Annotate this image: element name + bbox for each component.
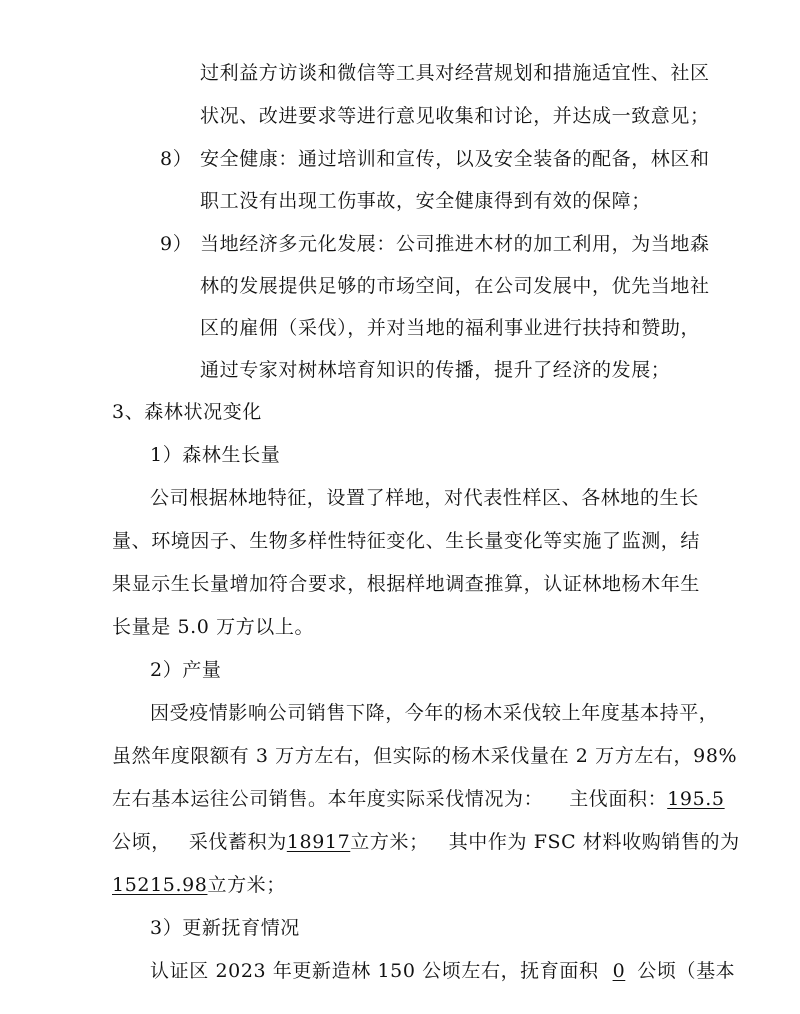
sub2-line-5: [112, 873, 286, 897]
item8-line-2: 职工没有出现工伤事故，安全健康得到有效的保障；: [200, 190, 651, 212]
sub1-line-2: 量、环境因子、生物多样性特征变化、生长量变化等实施了监测，结: [112, 530, 701, 552]
volume-unit: 立方米；: [350, 831, 429, 853]
sub1-line-3: 果显示生长量增加符合要求，根据样地调查推算，认证林地杨木年生: [112, 573, 701, 595]
fsc-volume-unit: 立方米；: [207, 874, 286, 896]
sub1-heading: 1）森林生长量: [150, 444, 281, 466]
item9-line-4: 通过专家对树林培育知识的传播，提升了经济的发展；: [200, 359, 671, 381]
item7-line-2: 状况、改进要求等进行意见收集和讨论，并达成一致意见；: [200, 105, 710, 127]
tending-area-value: [599, 960, 638, 982]
item8-line-1: 安全健康：通过培训和宣传，以及安全装备的配备，林区和: [200, 148, 710, 170]
fsc-sales-text: 其中作为 FSC 材料收购销售的为: [448, 831, 740, 853]
tending-area-number: 0: [612, 960, 626, 982]
sub3-line-1: [150, 959, 735, 983]
fsc-volume-value: 15215.98: [112, 874, 208, 896]
sub2-line-2: 虽然年度限额有 3 万方左右，但实际的杨木采伐量在 2 万方左右，98%: [112, 745, 738, 767]
item9-number: 9）: [160, 233, 193, 255]
sub2-heading: 2）产量: [150, 659, 222, 681]
section3-heading: 3、森林状况变化: [112, 401, 262, 423]
sub3-heading: 3）更新抚育情况: [150, 917, 300, 939]
item9-line-1: 当地经济多元化发展：公司推进木材的加工利用，为当地森: [200, 233, 710, 255]
item9-line-2: 林的发展提供足够的市场空间，在公司发展中，优先当地社: [200, 275, 710, 297]
sub2-line-1: 因受疫情影响公司销售下降，今年的杨木采伐较上年度基本持平，: [150, 702, 719, 724]
harvest-volume-label: 采伐蓄积为: [188, 831, 287, 853]
sub2-line-3-text: 左右基本运往公司销售。本年度实际采伐情况为：: [112, 788, 544, 810]
sub2-line-4: [112, 830, 740, 854]
sub1-line-1: 公司根据林地特征，设置了样地，对代表性样区、各林地的生长: [150, 487, 699, 509]
harvest-area-value: 195.5: [667, 788, 725, 810]
harvest-volume-value: 18917: [286, 831, 351, 853]
sub2-line-3: [112, 787, 725, 811]
sub3-line-1-text: 认证区 2023 年更新造林 150 公顷左右，抚育面积: [150, 960, 599, 982]
harvest-area-label: 主伐面积：: [569, 788, 668, 810]
sub1-line-4: 长量是 5.0 万方以上。: [112, 616, 315, 638]
area-unit: 公顷，: [112, 831, 171, 853]
item8-number: 8）: [160, 148, 193, 170]
item7-line-1: 过利益方访谈和微信等工具对经营规划和措施适宜性、社区: [200, 62, 710, 84]
item9-line-3: 区的雇佣（采伐），并对当地的福利事业进行扶持和赞助，: [200, 317, 701, 339]
sub3-line-1-tail: 公顷（基本: [637, 960, 736, 982]
